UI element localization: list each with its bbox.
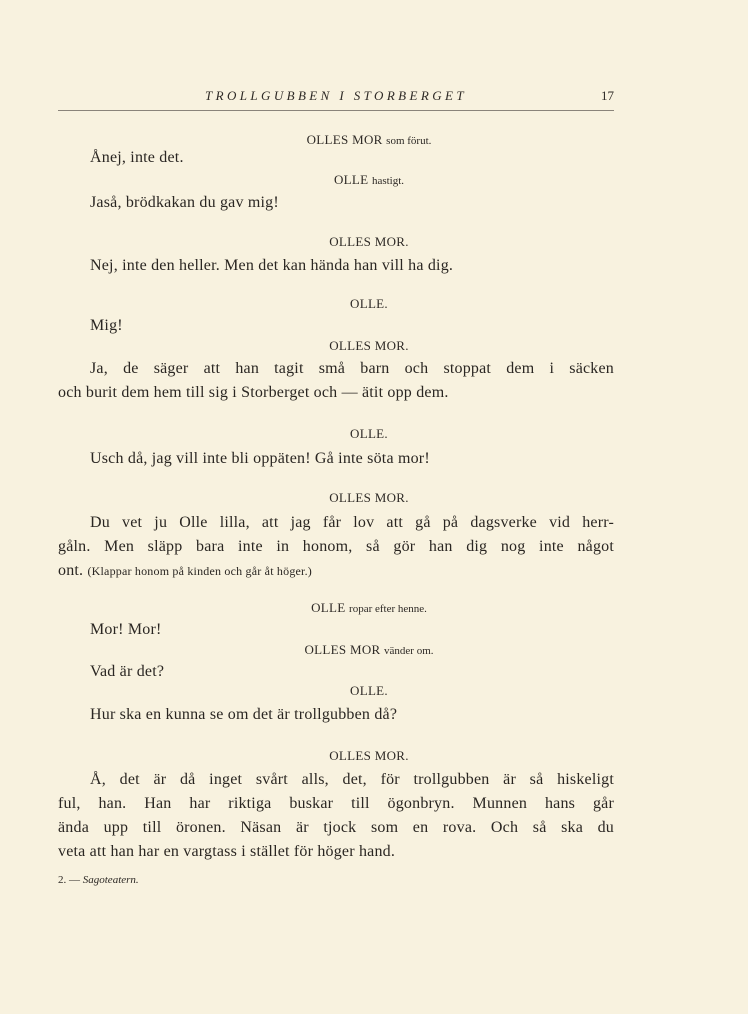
speaker-name: OLLES MOR. bbox=[329, 234, 409, 249]
speaker-name: OLLES MOR. bbox=[329, 338, 409, 353]
dialogue-line: Å, det är då inget svårt alls, det, för trollgubben är så hiskeligt bbox=[90, 771, 614, 788]
speaker-name: OLLE bbox=[311, 600, 346, 615]
speaker-heading bbox=[58, 683, 680, 699]
stage-direction: (Klappar honom på kinden och går åt höger.) bbox=[87, 564, 312, 578]
running-title: TROLLGUBBEN I STORBERGET bbox=[205, 88, 467, 103]
speaker-direction: ropar efter henne. bbox=[349, 603, 427, 615]
speaker-heading bbox=[58, 234, 680, 250]
dialogue-line: ända upp till öronen. Näsan är tjock som en rova. Och så ska du bbox=[58, 819, 614, 836]
printer-signature bbox=[58, 874, 139, 886]
speaker-heading bbox=[58, 426, 680, 442]
signature-number: 2. — bbox=[58, 874, 80, 886]
speaker-heading bbox=[58, 172, 680, 188]
speaker-name: OLLES MOR. bbox=[329, 748, 409, 763]
speaker-name: OLLE bbox=[333, 172, 369, 187]
speaker-direction: hastigt. bbox=[371, 175, 405, 187]
dialogue-line: Hur ska en kunna se om det är trollgubben då? bbox=[90, 706, 398, 723]
speaker-heading bbox=[58, 296, 680, 312]
speaker-name: OLLES MOR bbox=[306, 132, 383, 147]
dialogue-line: Vad är det? bbox=[90, 663, 165, 680]
speaker-name: OLLES MOR bbox=[304, 642, 381, 657]
speaker-name: OLLE. bbox=[350, 683, 388, 698]
speaker-name: OLLE. bbox=[350, 296, 388, 311]
speaker-name: OLLE. bbox=[350, 426, 388, 441]
dialogue-line: veta att han har en vargtass i stället för höger hand. bbox=[58, 843, 396, 860]
speaker-heading bbox=[58, 338, 680, 354]
running-header bbox=[58, 88, 614, 111]
speaker-direction: som förut. bbox=[386, 135, 432, 147]
dialogue-text: ont. bbox=[58, 562, 84, 579]
dialogue-line: gåln. Men släpp bara inte in honom, så gör han dig nog inte något bbox=[58, 538, 614, 555]
dialogue-line: Ja, de säger att han tagit små barn och stoppat dem i säcken bbox=[90, 360, 614, 377]
dialogue-line: Mor! Mor! bbox=[90, 621, 162, 638]
signature-title: Sagoteatern. bbox=[82, 874, 139, 886]
dialogue-line: Du vet ju Olle lilla, att jag får lov att gå på dagsverke vid herr- bbox=[90, 514, 614, 531]
dialogue-line: och burit dem hem till sig i Storberget och — ätit opp dem. bbox=[58, 384, 449, 401]
speaker-direction: vänder om. bbox=[384, 645, 434, 657]
dialogue-line: ful, han. Han har riktiga buskar till ögonbryn. Munnen hans går bbox=[58, 795, 614, 812]
dialogue-line bbox=[58, 559, 614, 583]
dialogue-line: Nej, inte den heller. Men det kan hända han vill ha dig. bbox=[90, 257, 454, 274]
speaker-heading bbox=[58, 490, 680, 506]
speaker-heading bbox=[58, 600, 680, 616]
page-number: 17 bbox=[601, 88, 614, 103]
dialogue-line: Ånej, inte det. bbox=[90, 149, 184, 166]
dialogue-line: Usch då, jag vill inte bli oppäten! Gå inte söta mor! bbox=[90, 450, 430, 467]
speaker-name: OLLES MOR. bbox=[329, 490, 409, 505]
dialogue-line: Jaså, brödkakan du gav mig! bbox=[90, 194, 279, 211]
dialogue-line: Mig! bbox=[90, 317, 123, 334]
speaker-heading bbox=[58, 748, 680, 764]
speaker-heading bbox=[58, 642, 680, 658]
